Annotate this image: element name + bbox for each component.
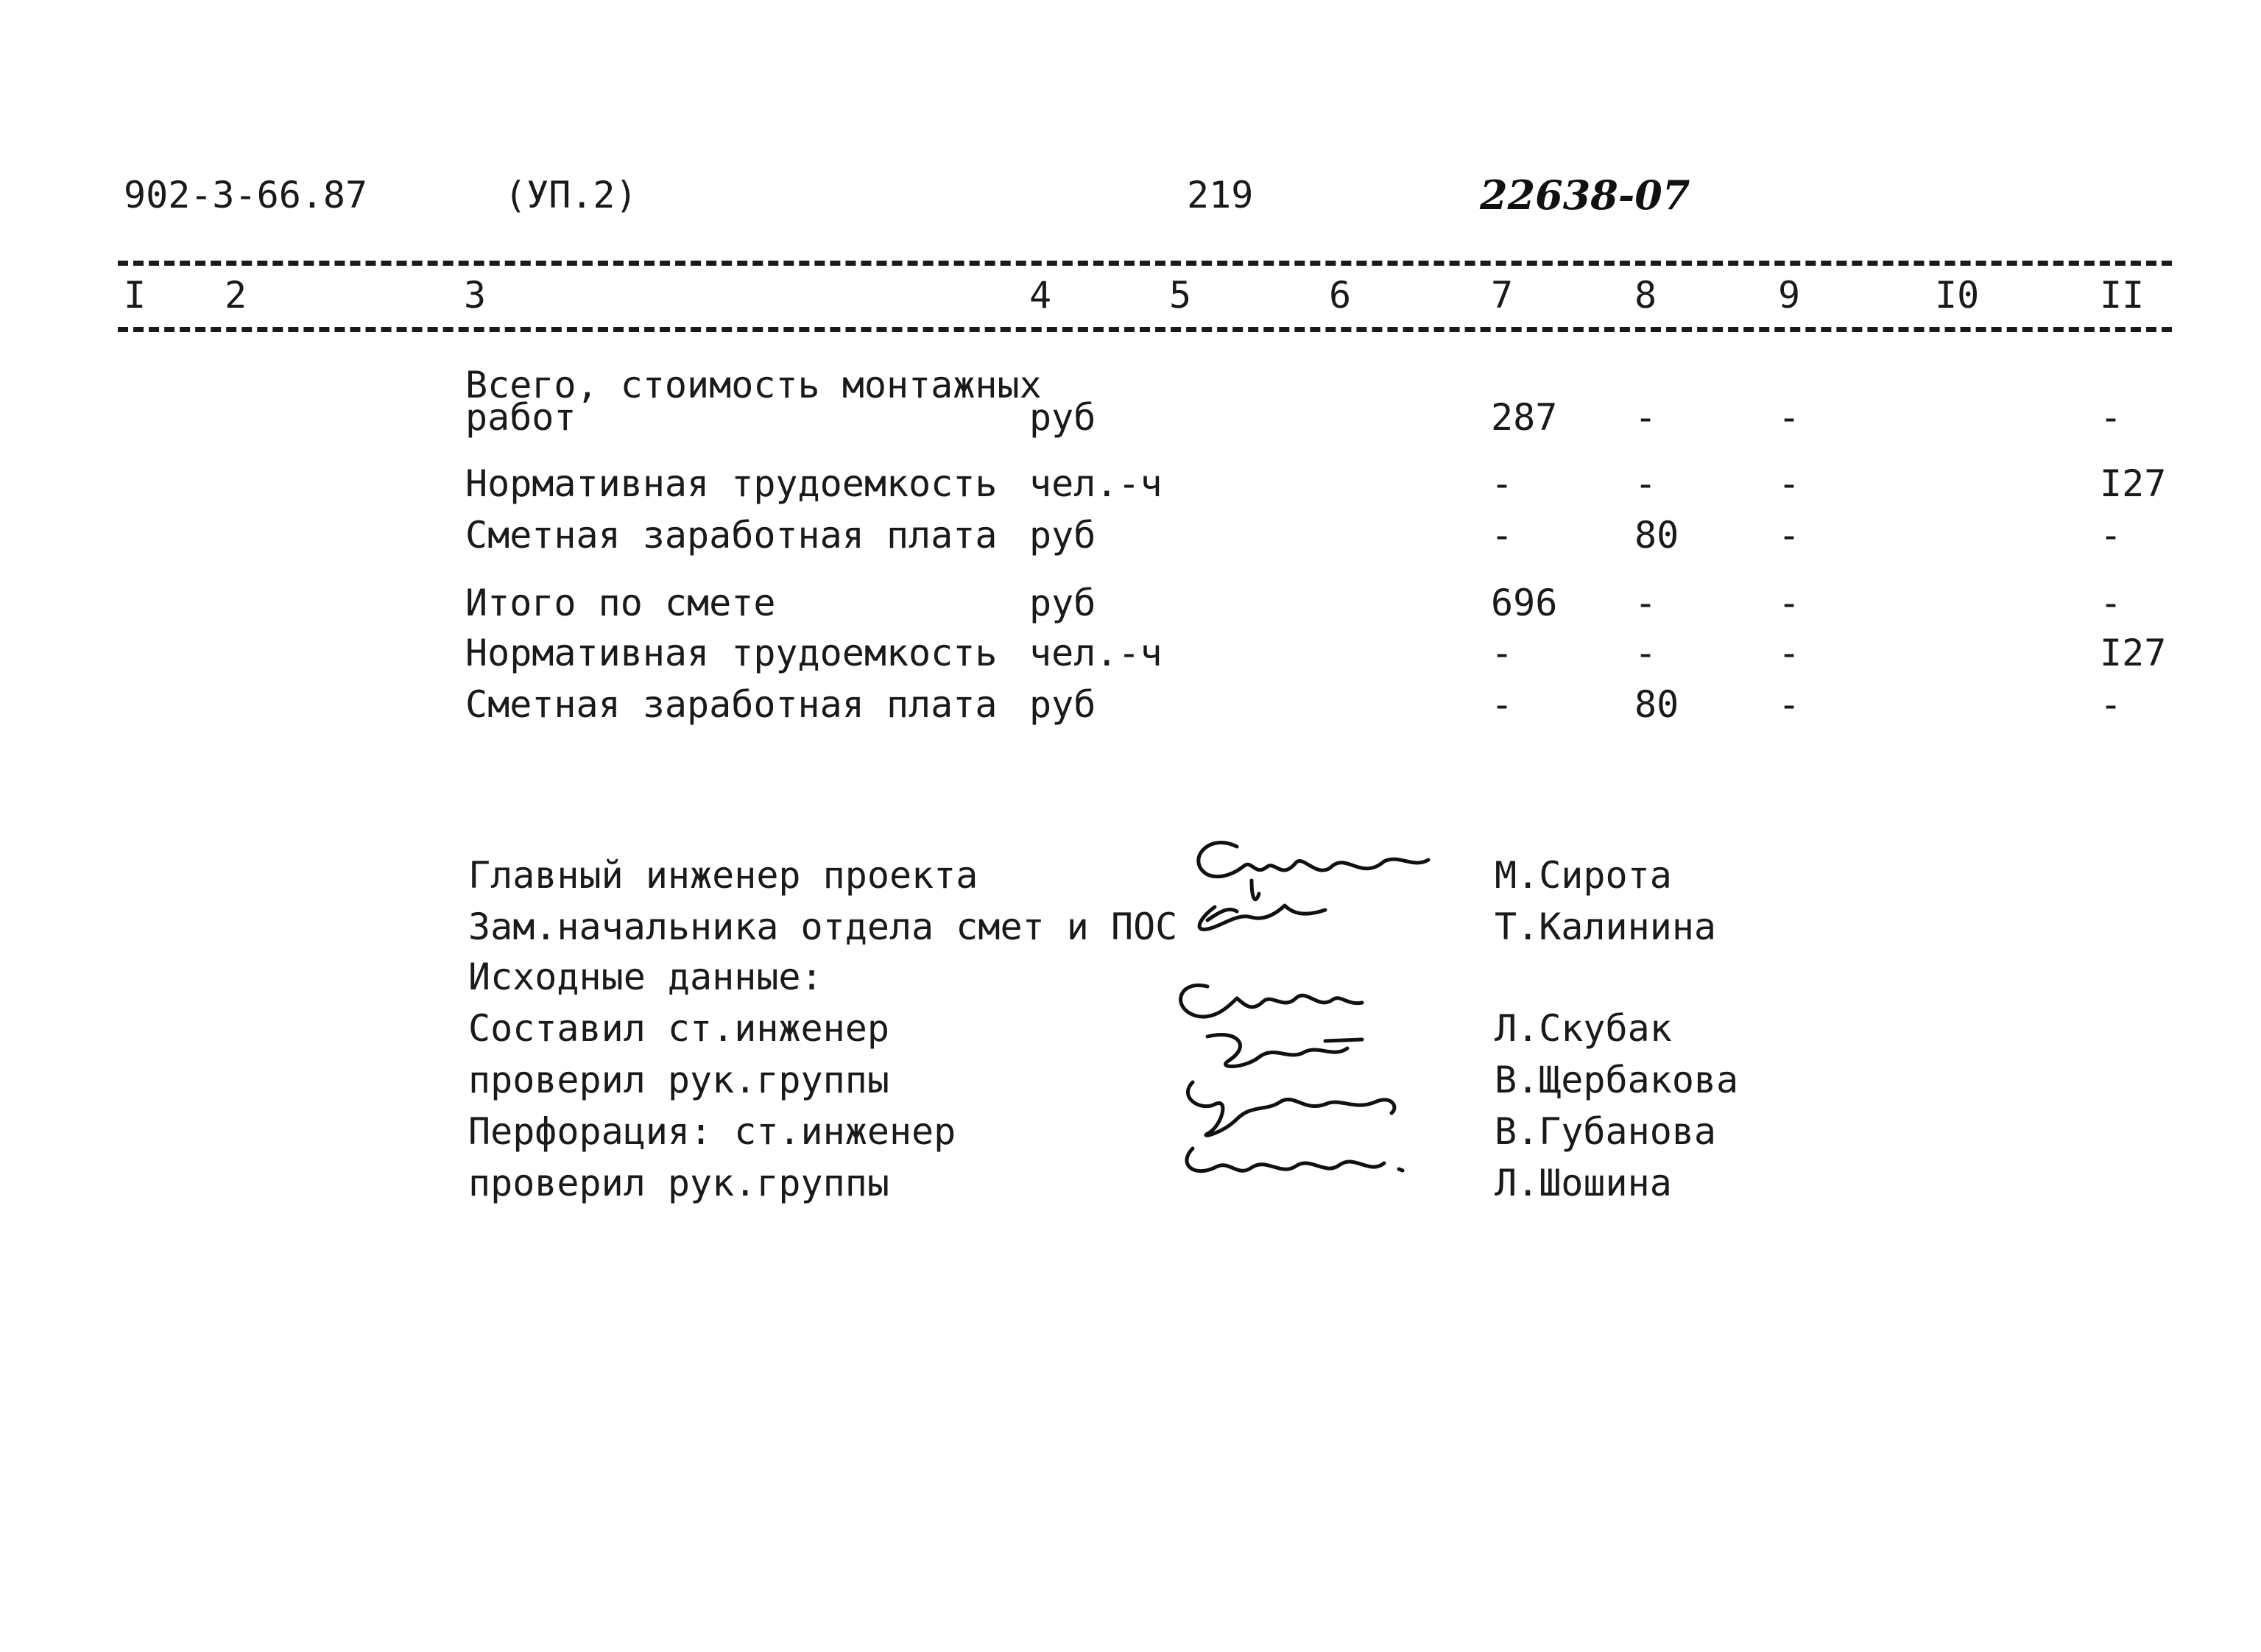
sign-name-sirota: М.Сирота xyxy=(1495,854,1672,897)
row-col11: - xyxy=(2100,683,2123,726)
row-name-line1: Всего, стоимость монтажных xyxy=(465,364,1042,406)
doc-number: 902-3-66.87 xyxy=(124,174,368,216)
row-col8: - xyxy=(1634,632,1657,674)
row-unit: руб xyxy=(1029,683,1096,726)
sign-name-shcherbakova: В.Щербакова xyxy=(1495,1059,1739,1101)
row-col11: - xyxy=(2100,396,2123,439)
row-name: Итого по смете xyxy=(465,582,776,624)
row-col8: - xyxy=(1634,396,1657,439)
col-header-1: I xyxy=(124,274,147,317)
col-header-3: 3 xyxy=(464,274,487,317)
col-header-10: I0 xyxy=(1935,274,1980,317)
row-col8: - xyxy=(1634,462,1657,505)
row-col9: - xyxy=(1778,582,1801,624)
row-name: Сметная заработная плата xyxy=(465,514,998,557)
sign-role-perforation: Перфорация: ст.инженер xyxy=(468,1110,956,1153)
row-unit: руб xyxy=(1029,514,1096,557)
row-col11: I27 xyxy=(2100,632,2167,674)
sign-role-compiled: Составил ст.инженер xyxy=(468,1007,889,1050)
sign-name-shoshina: Л.Шошина xyxy=(1495,1162,1672,1204)
row-col7: - xyxy=(1491,462,1514,505)
sign-name-gubanova: В.Губанова xyxy=(1495,1110,1717,1153)
row-unit: чел.-ч xyxy=(1029,462,1163,505)
row-col9: - xyxy=(1778,683,1801,726)
row-col9: - xyxy=(1778,632,1801,674)
col-header-11: II xyxy=(2100,274,2145,317)
sign-role-checked-2: проверил рук.группы xyxy=(468,1162,889,1204)
col-header-2: 2 xyxy=(225,274,247,317)
col-header-5: 5 xyxy=(1169,274,1192,317)
row-col7: - xyxy=(1491,683,1514,726)
sign-role-deputy-head: Зам.начальника отдела смет и ПОС xyxy=(468,906,1178,948)
section-code: (УП.2) xyxy=(504,174,638,216)
row-col9: - xyxy=(1778,514,1801,557)
sign-role-checked: проверил рук.группы xyxy=(468,1059,889,1101)
sign-role-source-data: Исходные данные: xyxy=(468,956,823,998)
row-col8: 80 xyxy=(1634,514,1679,557)
row-col9: - xyxy=(1778,396,1801,439)
row-col11: - xyxy=(2100,514,2123,557)
row-col11: - xyxy=(2100,582,2123,624)
row-name: Сметная заработная плата xyxy=(465,683,998,726)
row-unit: руб xyxy=(1029,582,1096,624)
row-name: Нормативная трудоемкость xyxy=(465,462,998,505)
row-unit: чел.-ч xyxy=(1029,632,1163,674)
row-col7: 696 xyxy=(1491,582,1558,624)
page-number: 219 xyxy=(1187,174,1254,216)
row-col7: - xyxy=(1491,514,1514,557)
col-header-6: 6 xyxy=(1329,274,1352,317)
row-name-line2: работ xyxy=(465,396,576,439)
col-header-7: 7 xyxy=(1491,274,1514,317)
row-unit: руб xyxy=(1029,396,1096,439)
row-col11: I27 xyxy=(2100,462,2167,505)
row-col7: - xyxy=(1491,632,1514,674)
row-col7: 287 xyxy=(1491,396,1558,439)
sign-name-kalinina: Т.Калинина xyxy=(1495,906,1717,948)
col-header-4: 4 xyxy=(1029,274,1052,317)
sign-role-chief-engineer: Главный инженер проекта xyxy=(468,854,978,897)
row-name: Нормативная трудоемкость xyxy=(465,632,998,674)
inventory-number: 22638-07 xyxy=(1480,172,1690,219)
col-header-8: 8 xyxy=(1634,274,1657,317)
row-col8: - xyxy=(1634,582,1657,624)
sign-name-skubak: Л.Скубак xyxy=(1495,1007,1672,1050)
row-col8: 80 xyxy=(1634,683,1679,726)
row-col9: - xyxy=(1778,462,1801,505)
col-header-9: 9 xyxy=(1778,274,1801,317)
